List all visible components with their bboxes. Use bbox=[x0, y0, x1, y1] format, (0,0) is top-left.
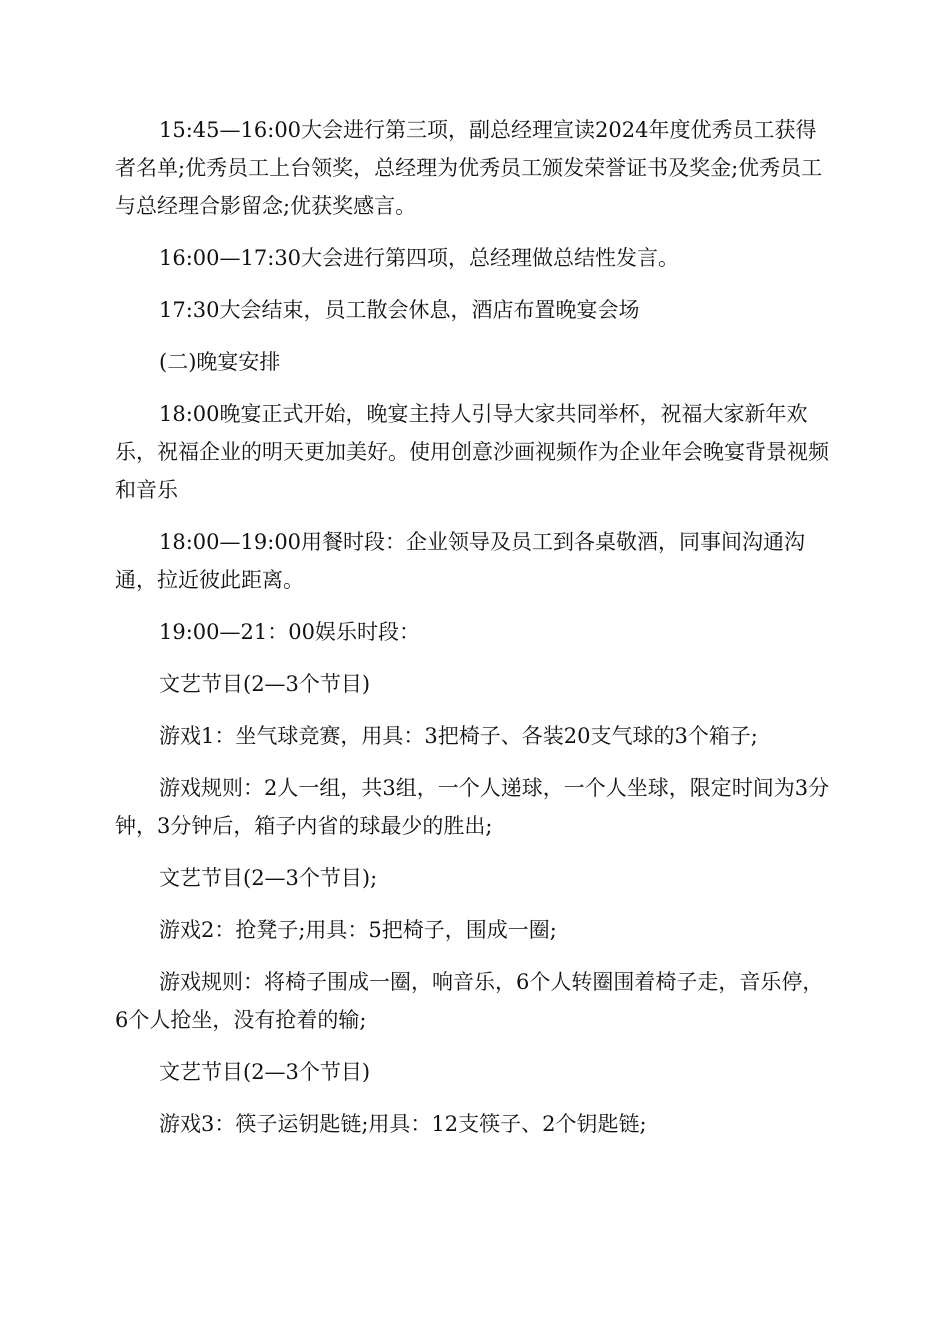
paragraph-performance-2: 文艺节目(2—3个节目); bbox=[159, 866, 378, 890]
paragraph-game-1: 游戏1：坐气球竞赛，用具：3把椅子、各装20支气球的3个箱子; bbox=[159, 724, 758, 748]
paragraph-agenda-item-4: 16:00—17:30大会进行第四项，总经理做总结性发言。 bbox=[159, 246, 680, 270]
section-heading-banquet: (二)晚宴安排 bbox=[159, 350, 281, 374]
paragraph-performance-1: 文艺节目(2—3个节目) bbox=[159, 672, 371, 696]
paragraph-meeting-end: 17:30大会结束，员工散会休息，酒店布置晚宴会场 bbox=[159, 298, 640, 322]
document-body bbox=[115, 111, 835, 1157]
paragraph-game-2: 游戏2：抢凳子;用具：5把椅子，围成一圈; bbox=[159, 918, 557, 942]
paragraph-performance-3: 文艺节目(2—3个节目) bbox=[159, 1060, 371, 1084]
paragraph-game-1-rules: 游戏规则：2人一组，共3组，一个人递球，一个人坐球，限定时间为3分钟，3分钟后，箱子内省的球最少的胜出; bbox=[115, 776, 830, 838]
paragraph-game-2-rules: 游戏规则：将椅子围成一圈，响音乐，6个人转圈围着椅子走，音乐停，6个人抢坐，没有抢着的输; bbox=[115, 970, 824, 1032]
paragraph-agenda-item-3: 15:45—16:00大会进行第三项，副总经理宣读2024年度优秀员工获得者名单;优秀员工上台领奖，总经理为优秀员工颁发荣誉证书及奖金;优秀员工与总经理合影留念;优获奖感言。 bbox=[115, 118, 823, 218]
paragraph-game-3: 游戏3：筷子运钥匙链;用具：12支筷子、2个钥匙链; bbox=[159, 1112, 647, 1136]
paragraph-entertainment-period: 19:00—21：00娱乐时段： bbox=[159, 620, 420, 644]
paragraph-banquet-start: 18:00晚宴正式开始，晚宴主持人引导大家共同举杯，祝福大家新年欢乐，祝福企业的明天更加美好。使用创意沙画视频作为企业年会晚宴背景视频和音乐 bbox=[115, 402, 829, 502]
paragraph-dining-period: 18:00—19:00用餐时段：企业领导及员工到各桌敬酒，同事间沟通沟通，拉近彼此距离。 bbox=[115, 530, 806, 592]
